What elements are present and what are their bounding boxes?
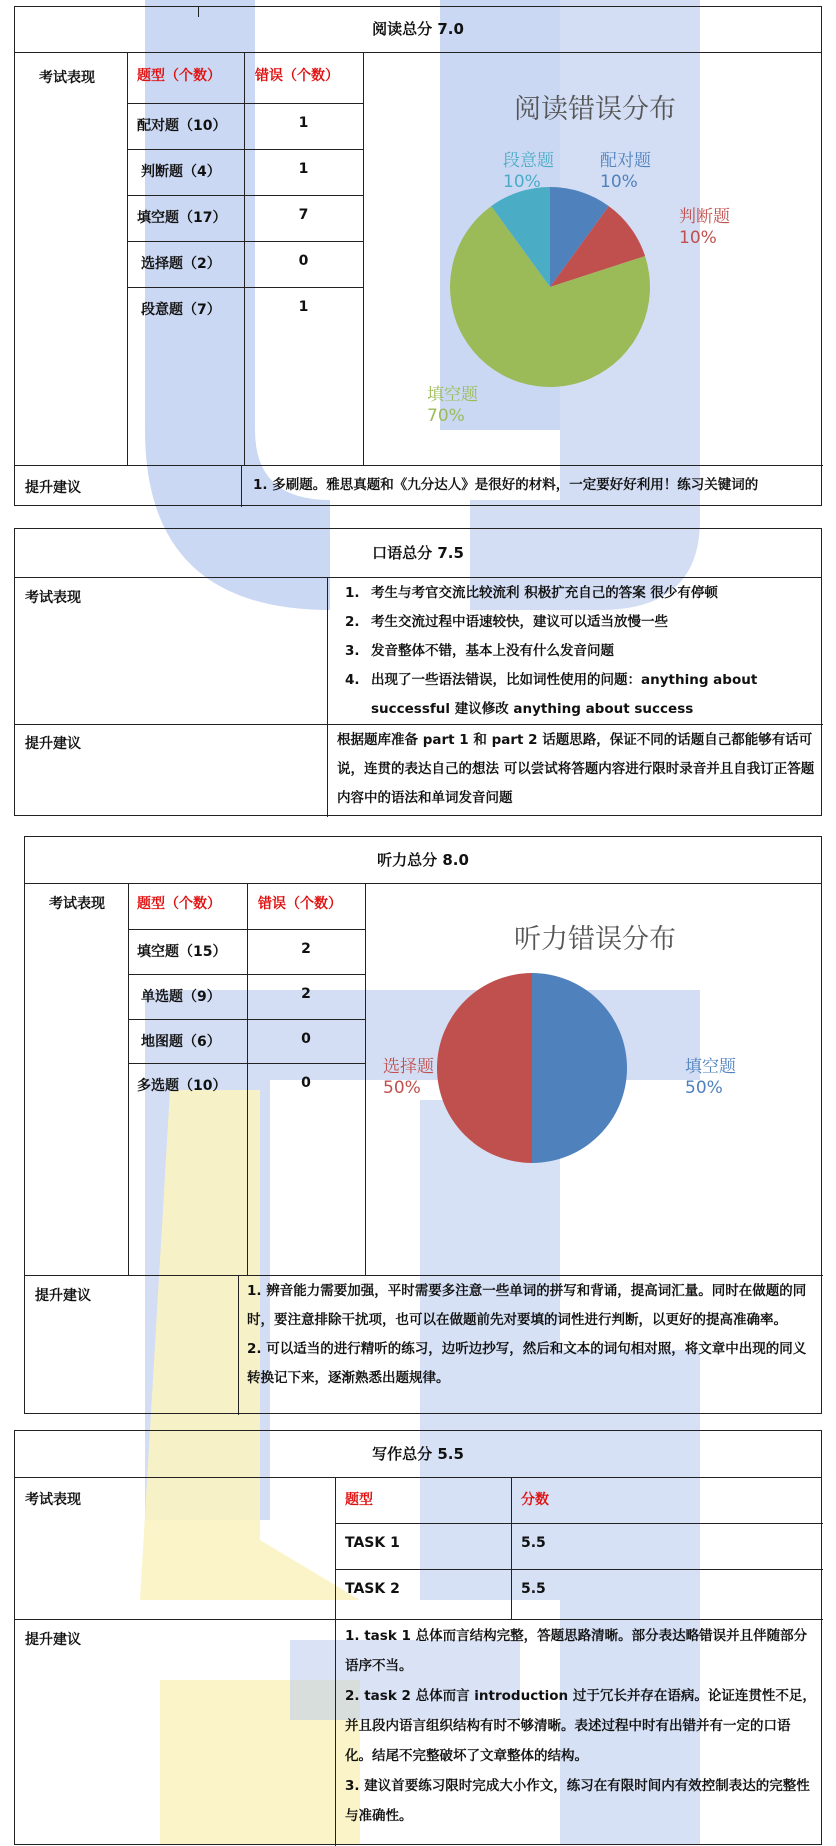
list-item: 1. 考生与考官交流比较流利 积极扩充自己的答案 很少有停顿 bbox=[345, 585, 718, 601]
speaking-advice: 根据题库准备 part 1 和 part 2 话题思路，保证不同的话题自己都能够有话可说，连贯的表达自己的想法 可以尝试将答题内容进行限时录音并且自我订正答题内容中的语法和单词发音问题 bbox=[337, 732, 815, 806]
reading-advice: 1. 多刷题。雅思真题和《九分达人》是很好的材料，一定要好好利用！练习关键词的 bbox=[253, 477, 759, 493]
writing-advice bbox=[345, 1621, 817, 1831]
listening-perf-label: 考试表现 bbox=[49, 896, 105, 912]
reading-col-errors: 错误（个数） bbox=[255, 68, 339, 84]
reading-label-duanyi bbox=[503, 151, 554, 193]
writing-row-task: TASK 2 bbox=[345, 1581, 400, 1597]
reading-row-errors: 1 bbox=[298, 161, 309, 177]
reading-row-errors: 1 bbox=[298, 299, 309, 315]
reading-pie-chart bbox=[450, 187, 710, 447]
reading-row-type: 段意题（7） bbox=[141, 302, 221, 318]
reading-section bbox=[14, 6, 822, 506]
reading-row-type: 选择题（2） bbox=[141, 256, 221, 272]
listening-advice bbox=[247, 1277, 815, 1393]
reading-label-pct: 10% bbox=[679, 228, 717, 248]
reading-chart-title: 阅读错误分布 bbox=[514, 94, 676, 125]
reading-label-cat: 填空题 bbox=[427, 385, 478, 405]
reading-col-type: 题型（个数） bbox=[137, 68, 221, 84]
reading-advice-label: 提升建议 bbox=[25, 480, 81, 496]
listening-advice-label: 提升建议 bbox=[35, 1288, 91, 1304]
listening-label-pct: 50% bbox=[685, 1078, 723, 1098]
speaking-perf-list bbox=[337, 579, 821, 724]
list-item: 2. task 2 总体而言 introduction 过于冗长并存在语病。论证连贯性不足，并且段内语言组织结构有时不够清晰。表述过程中时有出错并有一定的口语化。结尾不完整破坏了文章整体的结构。 bbox=[345, 1688, 816, 1764]
reading-row-type: 判断题（4） bbox=[141, 164, 221, 180]
listening-row-type: 多选题（10） bbox=[137, 1078, 227, 1094]
listening-label-cat: 选择题 bbox=[383, 1057, 434, 1077]
listening-row-errors: 2 bbox=[301, 986, 311, 1002]
reading-label-pct: 10% bbox=[503, 172, 541, 192]
list-item: 1. task 1 总体而言结构完整，答题思路清晰。部分表达略错误并且伴随部分语序不当。 bbox=[345, 1628, 808, 1674]
listening-row-errors: 0 bbox=[301, 1075, 311, 1091]
listening-pie-chart bbox=[437, 973, 657, 1193]
writing-col-type: 题型 bbox=[345, 1492, 373, 1508]
listening-row-errors: 2 bbox=[301, 941, 311, 957]
reading-label-cat: 判断题 bbox=[679, 207, 730, 227]
listening-row-errors: 0 bbox=[301, 1031, 311, 1047]
list-item: 3. 建议首要练习限时完成大小作文，练习在有限时间内有效控制表达的完整性与准确性。 bbox=[345, 1778, 810, 1824]
reading-row-errors: 0 bbox=[298, 253, 309, 269]
reading-label-pct: 10% bbox=[600, 172, 638, 192]
listening-label-pct: 50% bbox=[383, 1078, 421, 1098]
reading-row-errors: 1 bbox=[298, 115, 309, 131]
listening-row-type: 填空题（15） bbox=[137, 944, 227, 960]
list-item: 3. 发音整体不错，基本上没有什么发音问题 bbox=[345, 643, 614, 659]
reading-label-panduan bbox=[679, 207, 730, 249]
list-item: 2. 考生交流过程中语速较快，建议可以适当放慢一些 bbox=[345, 614, 668, 630]
speaking-advice-label: 提升建议 bbox=[25, 736, 81, 752]
reading-title: 阅读总分 7.0 bbox=[15, 7, 821, 53]
pie-slice-选择题 bbox=[437, 973, 532, 1163]
speaking-title: 口语总分 7.5 bbox=[15, 529, 821, 578]
writing-section bbox=[14, 1430, 822, 1845]
list-item: 2. 可以适当的进行精听的练习，边听边抄写，然后和文本的词句相对照，将文章中出现的同义转换记下来，逐渐熟悉出题规律。 bbox=[247, 1341, 807, 1386]
listening-chart-title: 听力错误分布 bbox=[514, 924, 676, 955]
reading-label-tiankong bbox=[427, 385, 478, 427]
writing-row-score: 5.5 bbox=[521, 1535, 546, 1551]
writing-row-score: 5.5 bbox=[521, 1581, 546, 1597]
reading-label-cat: 配对题 bbox=[600, 151, 651, 171]
listening-row-type: 地图题（6） bbox=[141, 1034, 221, 1050]
listening-label-xuanze bbox=[383, 1057, 434, 1099]
reading-row-errors: 7 bbox=[298, 207, 309, 223]
writing-title: 写作总分 5.5 bbox=[15, 1431, 821, 1478]
listening-col-errors: 错误（个数） bbox=[258, 896, 342, 912]
reading-perf-label: 考试表现 bbox=[39, 70, 95, 86]
speaking-perf-label: 考试表现 bbox=[25, 590, 81, 606]
reading-row-type: 配对题（10） bbox=[137, 118, 227, 134]
listening-label-cat: 填空题 bbox=[685, 1057, 736, 1077]
writing-advice-label: 提升建议 bbox=[25, 1632, 81, 1648]
list-item: 4. 出现了一些语法错误，比如词性使用的问题：anything about successful 建议修改 anything about success bbox=[345, 672, 758, 717]
reading-label-peidui bbox=[600, 151, 651, 193]
listening-col-type: 题型（个数） bbox=[137, 896, 221, 912]
listening-row-type: 单选题（9） bbox=[141, 989, 221, 1005]
list-item: 1. 辨音能力需要加强，平时需要多注意一些单词的拼写和背诵，提高词汇量。同时在做题的同时，要注意排除干扰项，也可以在做题前先对要填的词性进行判断，以更好的提高准确率。 bbox=[247, 1283, 807, 1328]
writing-col-score: 分数 bbox=[521, 1492, 549, 1508]
reading-row-type: 填空题（17） bbox=[137, 210, 227, 226]
listening-label-tiankong bbox=[685, 1057, 736, 1099]
speaking-section bbox=[14, 528, 822, 816]
listening-section bbox=[24, 836, 822, 1414]
writing-perf-label: 考试表现 bbox=[25, 1492, 81, 1508]
pie-slice-填空题 bbox=[532, 973, 627, 1163]
reading-label-pct: 70% bbox=[427, 406, 465, 426]
listening-title: 听力总分 8.0 bbox=[25, 837, 821, 884]
reading-label-cat: 段意题 bbox=[503, 151, 554, 171]
writing-row-task: TASK 1 bbox=[345, 1535, 400, 1551]
